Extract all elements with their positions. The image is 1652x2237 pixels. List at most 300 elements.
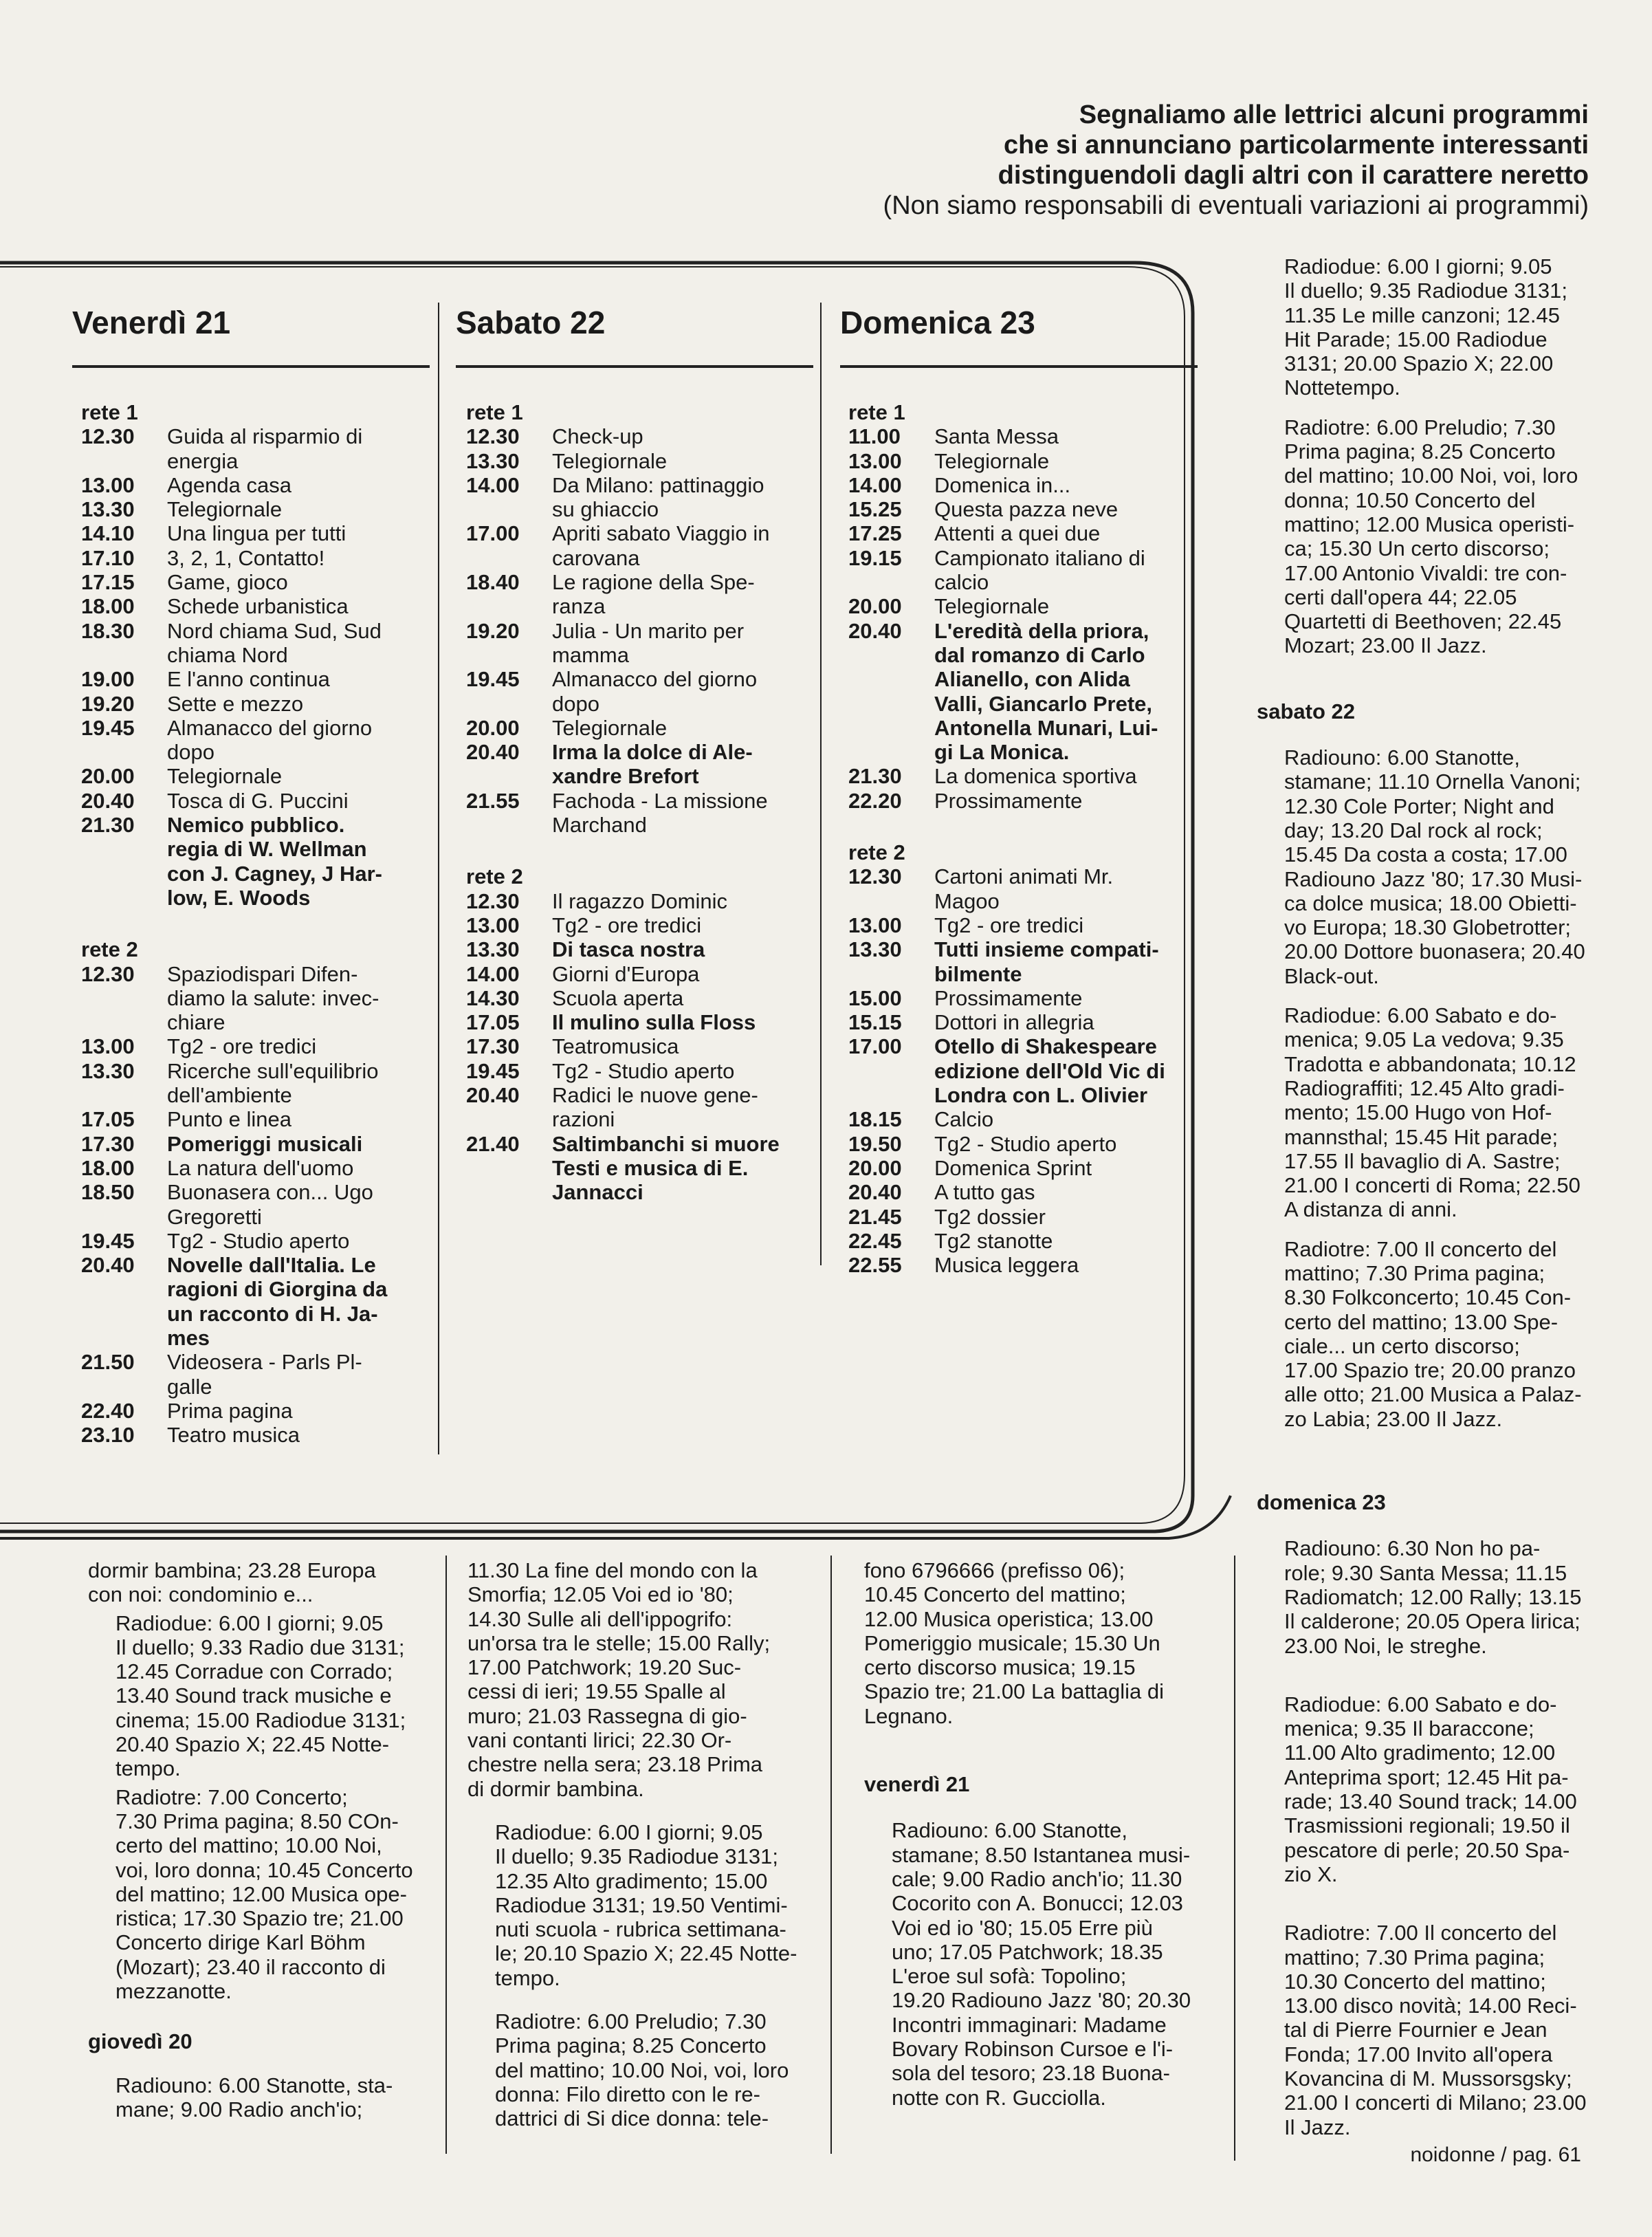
programme-row (466, 913, 803, 937)
programme-row (848, 1107, 1192, 1131)
programme-row (848, 1132, 1192, 1156)
network-label: rete 2 (81, 937, 138, 962)
text-line: vani contanti lirici; 22.30 Or- (467, 1728, 732, 1753)
column-divider (830, 1556, 832, 2154)
text-line: 14.30 Sulle ali dell'ippogrifo: (467, 1606, 733, 1631)
programme-row (848, 449, 1192, 473)
programme-row (466, 740, 803, 789)
programme-title-line: Una lingua per tutti (167, 521, 346, 546)
text-line: Bovary Robinson Cursoe e l'i- (892, 2037, 1174, 2062)
text-line: certi dall'opera 44; 22.05 (1284, 585, 1517, 609)
programme-title-line: E l'anno continua (167, 667, 330, 692)
day-header-venerdi (72, 305, 430, 368)
radio-column-bottom-3 (864, 1558, 1197, 2110)
programme-time: 18.50 (81, 1180, 135, 1205)
programme-row (81, 619, 411, 668)
programme-time: 20.40 (466, 740, 520, 765)
radio-paragraph (1257, 745, 1587, 988)
programme-time: 22.55 (848, 1253, 902, 1278)
programme-time: 21.45 (848, 1204, 902, 1229)
programme-time: 13.30 (81, 1058, 135, 1083)
programme-time: 22.20 (848, 788, 902, 813)
programme-row (466, 789, 803, 838)
text-line: 11.00 Alto gradimento; 12.00 (1284, 1741, 1556, 1765)
programme-title (552, 716, 803, 740)
text-line: Radiotre: 7.00 Il concerto del (1284, 1236, 1557, 1261)
text-line: ca dolce musica; 18.00 Obietti- (1284, 891, 1577, 915)
programme-title-line: ranza (552, 594, 606, 619)
programme-row (81, 813, 411, 910)
programme-row (81, 1156, 411, 1180)
radio-paragraph (864, 1558, 1197, 1728)
programme-title-line: Tg2 dossier (934, 1204, 1046, 1229)
text-line: mattino; 7.30 Prima pagina; (1284, 1945, 1545, 1969)
programme-title-line: ragioni di Giorgina da (167, 1277, 388, 1302)
programme-title (934, 986, 1192, 1010)
text-line: tempo. (495, 1965, 560, 1990)
section-heading: sabato 22 (1257, 699, 1356, 723)
programme-title-line: Tutti insieme compati- (934, 937, 1159, 962)
day-header-sabato (456, 305, 813, 368)
text-line: mannsthal; 15.45 Hit parade; (1284, 1124, 1559, 1149)
page-footer: noidonne / pag. 61 (1410, 2143, 1581, 2166)
text-line: Prima pagina; 8.25 Concerto (495, 2033, 767, 2058)
programme-time: 20.00 (466, 715, 520, 740)
programme-row (466, 1132, 803, 1205)
programme-title-line: dell'ambiente (167, 1083, 292, 1108)
programme-title-line: Agenda casa (167, 472, 291, 497)
text-line: 12.35 Alto gradimento; 15.00 (495, 1868, 768, 1893)
programme-title (934, 1034, 1192, 1107)
column-divider (820, 303, 822, 1265)
programme-title-line: Cartoni animati Mr. (934, 864, 1114, 889)
programme-title-line: Punto e linea (167, 1107, 291, 1132)
programme-time: 22.40 (81, 1398, 135, 1423)
programme-time: 17.05 (466, 1010, 520, 1035)
programme-title-line: Prossimamente (934, 985, 1083, 1010)
programme-title (167, 570, 411, 594)
programme-row (848, 1034, 1192, 1107)
programme-time: 14.00 (848, 472, 902, 497)
text-line: Mozart; 23.00 Il Jazz. (1284, 633, 1487, 658)
text-line: fono 6796666 (prefisso 06); (864, 1558, 1125, 1582)
text-line: vo Europa; 18.30 Globetrotter; (1284, 915, 1572, 940)
programme-title-line: Schede urbanistica (167, 594, 349, 619)
text-line: A distanza di anni. (1284, 1197, 1457, 1222)
programme-time: 17.00 (466, 521, 520, 546)
text-line: cessi di ieri; 19.55 Spalle al (467, 1679, 726, 1704)
day-header-domenica (840, 305, 1198, 368)
programme-title (167, 424, 411, 473)
text-line: nuti scuola - rubrica settimana- (495, 1917, 786, 1942)
programme-row (848, 521, 1192, 545)
programme-row (81, 1423, 411, 1447)
text-line: le; 20.10 Spazio X; 22.45 Notte- (495, 1941, 797, 1966)
programme-time: 21.30 (81, 813, 135, 838)
programme-row (848, 789, 1192, 813)
programme-time: 17.05 (81, 1107, 135, 1132)
programme-row (466, 667, 803, 716)
programme-row (81, 716, 411, 765)
programme-row (81, 1399, 411, 1423)
programme-time: 20.40 (848, 1180, 902, 1205)
programme-row (81, 1059, 411, 1108)
programme-row (81, 962, 411, 1035)
programme-time: 21.30 (848, 764, 902, 789)
programme-row (466, 1034, 803, 1058)
radio-column-bottom-1 (88, 1558, 418, 2121)
text-line: day; 13.20 Dal rock al rock; (1284, 818, 1543, 842)
programme-title-line: Otello di Shakespeare (934, 1034, 1157, 1059)
text-line: zo Labia; 23.00 Il Jazz. (1284, 1406, 1503, 1431)
programme-title (934, 473, 1192, 497)
programme-row (848, 937, 1192, 986)
programme-row (848, 764, 1192, 788)
programme-title-line: Guida al risparmio di (167, 424, 363, 449)
programme-title (167, 764, 411, 788)
programme-title-line: Musica leggera (934, 1253, 1079, 1278)
programme-title-line: Dottori in allegria (934, 1010, 1094, 1035)
programme-title (167, 594, 411, 618)
text-line: Hit Parade; 15.00 Radiodue (1284, 327, 1548, 351)
programme-row (81, 594, 411, 618)
title-underline (72, 365, 430, 368)
network-label: rete 1 (81, 400, 138, 424)
programme-title (552, 521, 803, 570)
programme-row (466, 449, 803, 473)
section-heading: domenica 23 (1257, 1490, 1386, 1515)
text-line: Il Jazz. (1284, 2115, 1351, 2139)
programme-row (81, 1350, 411, 1399)
programme-row (848, 1253, 1192, 1277)
programme-title-line: Gregoretti (167, 1204, 262, 1229)
programme-time: 12.30 (81, 961, 135, 986)
programme-title-line: Game, gioco (167, 570, 288, 595)
programme-row (848, 1205, 1192, 1229)
text-line: Radiodue: 6.00 Sabato e do- (1284, 1003, 1557, 1028)
programme-title-line: razioni (552, 1107, 615, 1132)
programme-time: 14.00 (466, 961, 520, 986)
text-line: un'orsa tra le stelle; 15.00 Rally; (467, 1630, 771, 1655)
programme-title-line: Saltimbanchi si muore (552, 1131, 780, 1156)
programme-title-line: galle (167, 1374, 212, 1399)
programme-title (167, 962, 411, 1035)
text-line: Fonda; 17.00 Invito all'opera (1284, 2042, 1553, 2066)
text-line: Black-out. (1284, 963, 1379, 988)
programme-title-line: Teatro musica (167, 1423, 300, 1448)
programme-time: 14.00 (466, 472, 520, 497)
programme-title (934, 1107, 1192, 1131)
programme-title-line: Telegiornale (167, 497, 283, 522)
programme-row (81, 1107, 411, 1131)
programme-title-line: L'eredità della priora, (934, 618, 1149, 643)
radio-paragraph (1257, 1237, 1587, 1431)
radio-paragraph (1257, 1536, 1587, 1657)
programme-title (167, 789, 411, 813)
day-title: Venerdì 21 (72, 305, 231, 340)
programme-title (934, 864, 1192, 913)
programme-list-sabato (466, 400, 803, 1205)
programme-title (552, 449, 803, 473)
text-line: Radiodue: 6.00 Sabato e do- (1284, 1692, 1557, 1716)
text-line: Radiotre: 6.00 Preludio; 7.30 (1284, 415, 1556, 439)
text-line: del mattino; 12.00 Musica ope- (115, 1881, 407, 1906)
programme-title (552, 789, 803, 838)
programme-row (848, 424, 1192, 448)
programme-title-line: Fachoda - La missione (552, 788, 768, 813)
programme-title-line: Giorni d'Europa (552, 961, 700, 986)
programme-title-line: dopo (167, 740, 214, 765)
programme-time: 20.40 (466, 1083, 520, 1108)
text-line: certo del mattino; 10.00 Noi, (115, 1833, 382, 1858)
programme-title-line: La natura dell'uomo (167, 1155, 354, 1180)
programme-title (934, 1253, 1192, 1277)
radio-paragraph (88, 1785, 418, 2004)
programme-title-line: Scuola aperta (552, 985, 684, 1010)
programme-title (552, 740, 803, 789)
programme-time: 18.15 (848, 1107, 902, 1132)
programme-title-line: Telegiornale (552, 715, 668, 740)
programme-list-domenica (848, 400, 1192, 1277)
programme-title-line: Domenica Sprint (934, 1155, 1092, 1180)
programme-title-line: Londra con L. Olivier (934, 1083, 1148, 1108)
programme-title-line: regia di W. Wellman (167, 837, 367, 862)
programme-title-line: con J. Cagney, J Har- (167, 861, 382, 886)
programme-title-line: Julia - Un marito per (552, 618, 745, 643)
programme-time: 19.20 (466, 618, 520, 643)
text-line: mane; 9.00 Radio anch'io; (115, 2097, 363, 2121)
programme-time: 13.30 (466, 937, 520, 962)
programme-title-line: carovana (552, 545, 640, 570)
text-line: Radiomatch; 12.00 Rally; 13.15 (1284, 1584, 1582, 1609)
programme-row (81, 1229, 411, 1253)
programme-title-line: Sette e mezzo (167, 691, 304, 716)
programme-title (167, 1107, 411, 1131)
programme-row (81, 521, 411, 545)
programme-time: 20.00 (848, 594, 902, 619)
programme-row (466, 1010, 803, 1034)
radio-paragraph (1257, 1003, 1587, 1222)
programme-time: 19.45 (466, 1058, 520, 1083)
text-line: 13.00 disco novità; 14.00 Reci- (1284, 1994, 1577, 2018)
radio-paragraph (1257, 254, 1587, 400)
programme-time: 20.00 (81, 764, 135, 789)
programme-title-line: diamo la salute: invec- (167, 985, 379, 1010)
text-line: Incontri immaginari: Madame (892, 2012, 1167, 2037)
text-line: Spazio tre; 21.00 La battaglia di (864, 1679, 1165, 1704)
text-line: Radiodue: 6.00 I giorni; 9.05 (495, 1820, 763, 1844)
programme-title-line: A tutto gas (934, 1180, 1035, 1205)
text-line: Il duello; 9.35 Radiodue 3131; (1284, 279, 1567, 303)
programme-row (81, 497, 411, 521)
text-line: Radiotre: 6.00 Preludio; 7.30 (495, 2009, 767, 2034)
programme-row (466, 424, 803, 448)
text-line: 11.30 La fine del mondo con la (467, 1558, 758, 1582)
text-line: 19.20 Radiouno Jazz '80; 20.30 (892, 1988, 1191, 2013)
text-line: role; 9.30 Santa Messa; 11.15 (1284, 1560, 1567, 1585)
programme-title (934, 913, 1192, 937)
programme-title (167, 497, 411, 521)
programme-title (934, 449, 1192, 473)
programme-row (848, 913, 1192, 937)
text-line: 15.45 Da costa a costa; 17.00 (1284, 842, 1567, 867)
programme-title-line: mes (167, 1325, 210, 1350)
programme-title (552, 1059, 803, 1083)
programme-title-line: Magoo (934, 888, 1000, 913)
radio-paragraph (864, 1818, 1197, 2110)
programme-time: 11.00 (848, 424, 901, 449)
programme-time: 19.50 (848, 1131, 902, 1156)
programme-title-line: Tg2 - ore tredici (934, 913, 1084, 937)
programme-title (934, 594, 1192, 618)
programme-title-line: Teatromusica (552, 1034, 679, 1059)
day-title: Sabato 22 (456, 305, 606, 340)
programme-title-line: dopo (552, 691, 599, 716)
programme-title (167, 1034, 411, 1058)
notice-line: distinguendoli dagli altri con il carattere neretto (998, 161, 1589, 190)
programme-title-line: Questa pazza neve (934, 497, 1119, 522)
programme-title-line: chiare (167, 1010, 225, 1035)
programme-title (934, 1205, 1192, 1229)
programme-title (934, 1156, 1192, 1180)
text-line: voi, loro donna; 10.45 Concerto (115, 1857, 413, 1882)
programme-title-line: Radici le nuove gene- (552, 1083, 758, 1108)
text-line: 7.30 Prima pagina; 8.50 COn- (115, 1809, 399, 1833)
programme-row (848, 986, 1192, 1010)
programme-row (848, 1156, 1192, 1180)
programme-title (167, 813, 411, 910)
programme-title-line: Telegiornale (167, 764, 283, 789)
text-line: Radiouno: 6.00 Stanotte, (1284, 745, 1520, 770)
text-line: tal di Pierre Fournier e Jean (1284, 2018, 1548, 2042)
text-line: del mattino; 10.00 Noi, voi, loro (1284, 463, 1578, 488)
programme-time: 13.00 (81, 1034, 135, 1059)
text-line: Nottetempo. (1284, 375, 1400, 400)
radio-paragraph (1257, 1692, 1587, 1886)
programme-title (167, 667, 411, 691)
programme-title-line: Almanacco del giorno (552, 667, 758, 692)
programme-row (81, 424, 411, 473)
programme-time: 17.15 (81, 570, 135, 595)
programme-title-line: Pomeriggi musicali (167, 1131, 363, 1156)
programme-title-line: Prossimamente (934, 788, 1083, 813)
programme-title-line: calcio (934, 570, 989, 595)
programme-title-line: Antonella Munari, Lui- (934, 715, 1158, 740)
section-heading: venerdì 21 (864, 1772, 970, 1797)
text-line: mezzanotte. (115, 1979, 232, 2004)
programme-row (466, 937, 803, 961)
radio-column-right (1257, 254, 1587, 2139)
text-line: 8.30 Folkconcerto; 10.45 Con- (1284, 1285, 1572, 1310)
programme-title-line: Tg2 - ore tredici (167, 1034, 317, 1059)
programme-title-line: Telegiornale (934, 594, 1050, 619)
programme-time: 19.20 (81, 691, 135, 716)
programme-title-line: Ricerche sull'equilibrio (167, 1058, 379, 1083)
programme-time: 15.15 (848, 1010, 902, 1035)
text-line: ciale... un certo discorso; (1284, 1333, 1520, 1358)
network-label: rete 1 (848, 400, 905, 424)
programme-title-line: su ghiaccio (552, 497, 659, 522)
programme-title-line: bilmente (934, 961, 1022, 986)
text-line: ca; 15.30 Un certo discorso; (1284, 536, 1550, 561)
radio-paragraph (467, 1820, 800, 1990)
text-line: Cocorito con A. Bonucci; 12.03 (892, 1891, 1183, 1916)
text-line: Il duello; 9.35 Radiodue 3131; (495, 1844, 778, 1869)
text-line: Radiograffiti; 12.45 Alto gradi- (1284, 1076, 1565, 1100)
programme-time: 13.00 (81, 472, 135, 497)
text-line: 3131; 20.00 Spazio X; 22.00 (1284, 351, 1554, 376)
text-line: Il calderone; 20.05 Opera lirica; (1284, 1609, 1581, 1634)
programme-time: 15.00 (848, 985, 902, 1010)
text-line: Voi ed io '80; 15.05 Erre più (892, 1915, 1153, 1940)
text-line: mattino; 7.30 Prima pagina; (1284, 1261, 1545, 1285)
text-line: menica; 9.05 La vedova; 9.35 (1284, 1027, 1564, 1052)
programme-time: 18.00 (81, 1155, 135, 1180)
text-line: menica; 9.35 Il baraccone; (1284, 1716, 1534, 1741)
programme-title-line: Valli, Giancarlo Prete, (934, 691, 1153, 716)
programme-title-line: Da Milano: pattinaggio (552, 472, 764, 497)
notice-line: che si annunciano particolarmente interessanti (1003, 131, 1589, 160)
programme-title-line: Almanacco del giorno (167, 715, 373, 740)
text-line: 20.40 Spazio X; 22.45 Notte- (115, 1732, 390, 1757)
programme-time: 17.30 (81, 1131, 135, 1156)
text-line: Concerto dirige Karl Böhm (115, 1930, 366, 1955)
notice-disclaimer: (Non siamo responsabili di eventuali variazioni ai programmi) (883, 191, 1589, 220)
programme-row (81, 570, 411, 594)
text-line: Pomeriggio musicale; 15.30 Un (864, 1630, 1160, 1655)
text-line: rade; 13.40 Sound track; 14.00 (1284, 1789, 1577, 1814)
text-line: donna; 10.50 Concerto del (1284, 488, 1536, 512)
programme-title (167, 1059, 411, 1108)
programme-title (167, 716, 411, 765)
text-line: Radiotre: 7.00 Concerto; (115, 1785, 348, 1809)
programme-title-line: Santa Messa (934, 424, 1059, 449)
programme-title-line: Di tasca nostra (552, 937, 705, 962)
programme-time: 13.30 (466, 448, 520, 473)
programme-title-line: Tg2 - Studio aperto (167, 1228, 350, 1253)
programme-time: 18.30 (81, 618, 135, 643)
programme-row (466, 1059, 803, 1083)
programme-time: 21.40 (466, 1131, 520, 1156)
programme-title-line: Attenti a quei due (934, 521, 1101, 546)
text-line: del mattino; 10.00 Noi, voi, loro (495, 2058, 789, 2082)
programme-title (934, 1180, 1192, 1204)
programme-time: 12.30 (466, 424, 520, 449)
text-line: 17.00 Patchwork; 19.20 Suc- (467, 1655, 742, 1680)
radio-paragraph (88, 2073, 418, 2122)
programme-title (552, 1083, 803, 1132)
programme-row (466, 570, 803, 619)
programme-time: 12.30 (848, 864, 902, 889)
programme-row (848, 594, 1192, 618)
programme-title-line: Domenica in... (934, 472, 1071, 497)
text-line: Anteprima sport; 12.45 Hit pa- (1284, 1765, 1569, 1789)
text-line: Trasmissioni regionali; 19.50 il (1284, 1813, 1570, 1838)
programme-time: 20.00 (848, 1155, 902, 1180)
text-line: dattrici di Si dice donna: tele- (495, 2106, 769, 2131)
programme-time: 15.25 (848, 497, 902, 522)
programme-row (848, 619, 1192, 765)
programme-row (466, 962, 803, 986)
programme-title-line: edizione dell'Old Vic di (934, 1058, 1165, 1083)
text-line: Prima pagina; 8.25 Concerto (1284, 439, 1556, 464)
text-line: sola del tesoro; 23.18 Buona- (892, 2061, 1170, 2086)
programme-title-line: Videosera - Parls Pl- (167, 1350, 362, 1375)
programme-title-line: dal romanzo di Carlo (934, 642, 1145, 667)
text-line: 13.40 Sound track musiche e (115, 1683, 392, 1708)
section-heading: giovedì 20 (88, 2029, 192, 2054)
programme-row (81, 1180, 411, 1229)
